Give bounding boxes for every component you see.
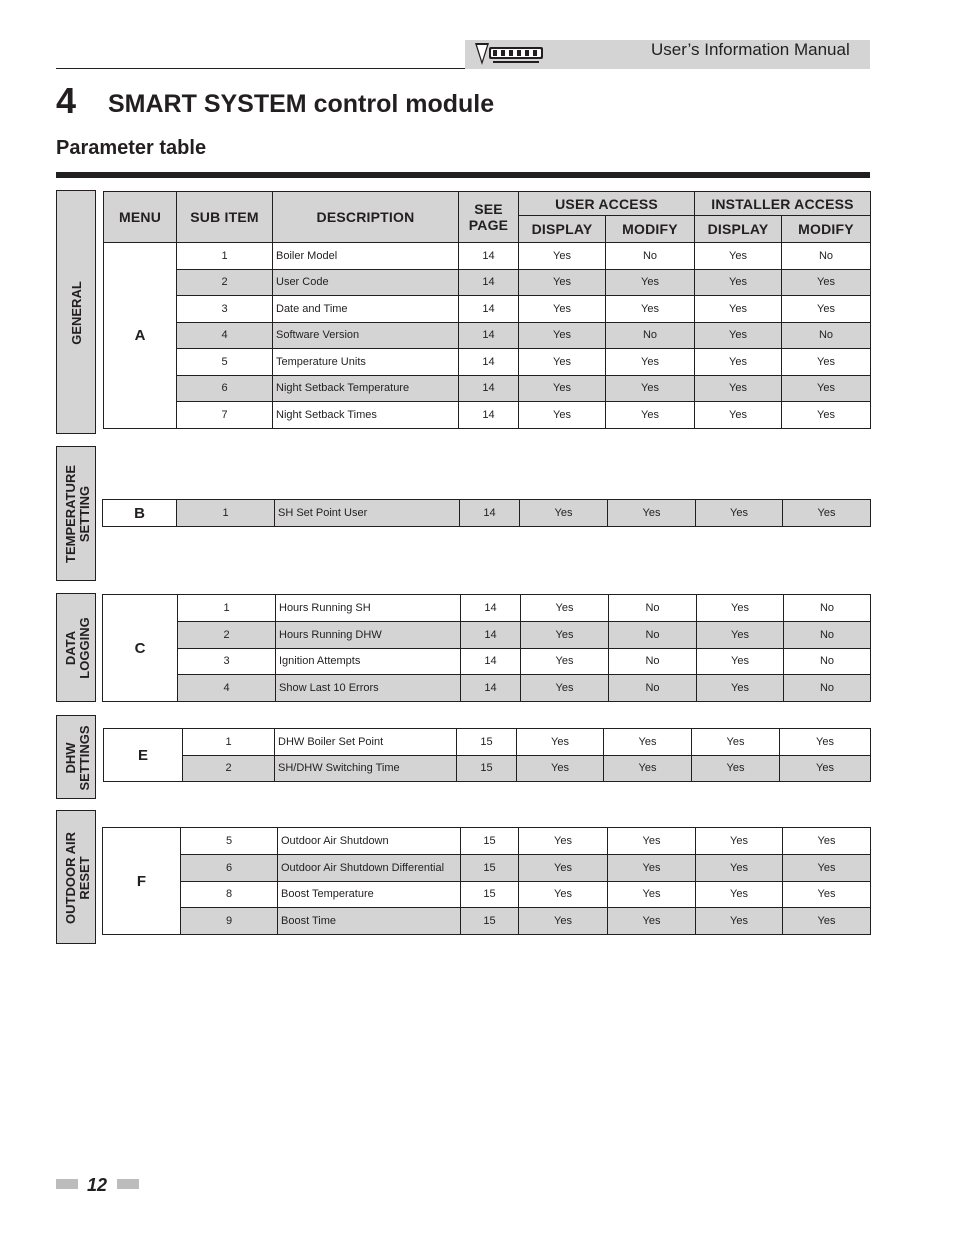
see-page-cell: 15 <box>461 881 519 908</box>
installer-display-cell: Yes <box>696 500 783 527</box>
table-row <box>103 595 871 622</box>
user-modify-cell: No <box>609 648 697 675</box>
user-display-cell: Yes <box>521 648 609 675</box>
installer-modify-cell: Yes <box>782 349 871 376</box>
user-modify-cell: Yes <box>606 402 695 429</box>
user-display-cell: Yes <box>517 729 604 756</box>
col-header-sub-item: SUB ITEM <box>177 192 273 243</box>
menu-letter: B <box>103 500 177 527</box>
col-header-user-modify: MODIFY <box>606 216 695 243</box>
table-row <box>103 500 871 527</box>
table-row <box>104 243 871 270</box>
sub-item-cell: 1 <box>178 595 276 622</box>
parameter-table-general <box>103 191 871 429</box>
col-header-menu: MENU <box>104 192 177 243</box>
sub-item-cell: 5 <box>181 828 278 855</box>
installer-display-cell: Yes <box>695 375 782 402</box>
description-cell: Hours Running SH <box>276 595 461 622</box>
user-display-cell: Yes <box>517 755 604 782</box>
installer-modify-cell: No <box>782 243 871 270</box>
table-row <box>104 322 871 349</box>
see-page-cell: 14 <box>459 349 519 376</box>
description-cell: Show Last 10 Errors <box>276 675 461 702</box>
installer-modify-cell: Yes <box>783 881 871 908</box>
parameter-table-temperature-setting <box>102 499 871 527</box>
see-page-cell: 15 <box>461 854 519 881</box>
side-label-text: DHW <box>63 742 78 774</box>
user-modify-cell: No <box>609 675 697 702</box>
installer-display-cell: Yes <box>696 854 783 881</box>
sub-item-cell: 4 <box>178 675 276 702</box>
see-page-cell: 15 <box>457 729 517 756</box>
installer-display-cell: Yes <box>695 322 782 349</box>
sub-item-cell: 6 <box>181 854 278 881</box>
user-modify-cell: No <box>609 595 697 622</box>
side-label-outdoor-air-reset <box>56 810 96 944</box>
user-display-cell: Yes <box>519 881 608 908</box>
see-page-cell: 14 <box>459 269 519 296</box>
col-header-user-access: USER ACCESS <box>519 192 695 216</box>
sub-item-cell: 2 <box>178 621 276 648</box>
user-modify-cell: Yes <box>608 500 696 527</box>
menu-letter: A <box>104 243 177 429</box>
installer-modify-cell: Yes <box>780 729 871 756</box>
sub-item-cell: 7 <box>177 402 273 429</box>
sub-item-cell: 2 <box>177 269 273 296</box>
user-display-cell: Yes <box>519 375 606 402</box>
table-row <box>104 349 871 376</box>
see-page-cell: 14 <box>460 500 520 527</box>
see-page-cell: 15 <box>461 908 519 935</box>
table-row <box>104 402 871 429</box>
see-page-cell: 14 <box>461 648 521 675</box>
see-page-cell: 14 <box>461 621 521 648</box>
installer-modify-cell: No <box>784 621 871 648</box>
description-cell: Date and Time <box>273 296 459 323</box>
knight-logo <box>471 41 547 67</box>
user-display-cell: Yes <box>519 402 606 429</box>
description-cell: DHW Boiler Set Point <box>275 729 457 756</box>
chapter-number: 4 <box>56 80 77 121</box>
description-cell: Outdoor Air Shutdown <box>278 828 461 855</box>
menu-letter: C <box>103 595 178 702</box>
installer-modify-cell: No <box>784 648 871 675</box>
user-display-cell: Yes <box>521 675 609 702</box>
installer-display-cell: Yes <box>695 349 782 376</box>
user-modify-cell: No <box>609 621 697 648</box>
installer-display-cell: Yes <box>696 908 783 935</box>
installer-modify-cell: Yes <box>780 755 871 782</box>
see-page-cell: 14 <box>461 595 521 622</box>
installer-modify-cell: Yes <box>782 269 871 296</box>
see-page-cell: 14 <box>459 375 519 402</box>
installer-display-cell: Yes <box>695 243 782 270</box>
menu-letter: E <box>104 729 183 782</box>
parameter-table-dhw-settings <box>103 728 871 782</box>
side-label-text: LOGGING <box>77 617 92 679</box>
col-header-user-display: DISPLAY <box>519 216 606 243</box>
user-modify-cell: Yes <box>606 269 695 296</box>
user-modify-cell: Yes <box>606 296 695 323</box>
side-label-text: GENERAL <box>69 281 84 345</box>
user-modify-cell: Yes <box>608 854 696 881</box>
table-row <box>103 675 871 702</box>
installer-display-cell: Yes <box>697 675 784 702</box>
user-display-cell: Yes <box>519 908 608 935</box>
description-cell: SH Set Point User <box>275 500 460 527</box>
manual-title: User’s Information Manual <box>651 40 850 59</box>
side-label-text: SETTINGS <box>77 725 92 791</box>
side-label-text: TEMPERATURE <box>63 465 78 563</box>
col-header-installer-modify: MODIFY <box>782 216 871 243</box>
user-display-cell: Yes <box>519 322 606 349</box>
installer-modify-cell: Yes <box>782 375 871 402</box>
installer-modify-cell: No <box>782 322 871 349</box>
user-modify-cell: No <box>606 243 695 270</box>
sub-item-cell: 4 <box>177 322 273 349</box>
see-page-cell: 14 <box>459 243 519 270</box>
user-display-cell: Yes <box>519 269 606 296</box>
user-modify-cell: Yes <box>606 349 695 376</box>
table-row <box>103 648 871 675</box>
user-modify-cell: Yes <box>608 881 696 908</box>
see-page-cell: 14 <box>459 296 519 323</box>
installer-modify-cell: Yes <box>782 402 871 429</box>
user-modify-cell: No <box>606 322 695 349</box>
sub-item-cell: 8 <box>181 881 278 908</box>
menu-letter: F <box>103 828 181 935</box>
table-row <box>104 296 871 323</box>
user-display-cell: Yes <box>519 828 608 855</box>
sub-item-cell: 1 <box>183 729 275 756</box>
description-cell: Hours Running DHW <box>276 621 461 648</box>
table-row <box>104 375 871 402</box>
description-cell: SH/DHW Switching Time <box>275 755 457 782</box>
see-page-cell: 15 <box>457 755 517 782</box>
table-row <box>103 621 871 648</box>
installer-display-cell: Yes <box>692 755 780 782</box>
user-display-cell: Yes <box>519 349 606 376</box>
installer-display-cell: Yes <box>695 296 782 323</box>
table-row <box>103 881 871 908</box>
user-modify-cell: Yes <box>604 755 692 782</box>
sub-item-cell: 6 <box>177 375 273 402</box>
sub-item-cell: 9 <box>181 908 278 935</box>
user-modify-cell: Yes <box>608 828 696 855</box>
table-row <box>103 908 871 935</box>
col-header-installer-access: INSTALLER ACCESS <box>695 192 871 216</box>
table-row <box>103 828 871 855</box>
table-row <box>104 755 871 782</box>
page-number-bar-right <box>117 1179 139 1189</box>
user-modify-cell: Yes <box>608 908 696 935</box>
installer-modify-cell: Yes <box>783 854 871 881</box>
description-cell: User Code <box>273 269 459 296</box>
installer-display-cell: Yes <box>695 402 782 429</box>
description-cell: Software Version <box>273 322 459 349</box>
installer-modify-cell: Yes <box>783 500 871 527</box>
installer-display-cell: Yes <box>697 621 784 648</box>
installer-modify-cell: Yes <box>783 828 871 855</box>
side-label-temperature-setting <box>56 446 96 581</box>
installer-display-cell: Yes <box>696 881 783 908</box>
installer-modify-cell: Yes <box>782 296 871 323</box>
user-display-cell: Yes <box>519 854 608 881</box>
description-cell: Night Setback Temperature <box>273 375 459 402</box>
table-row <box>104 269 871 296</box>
installer-display-cell: Yes <box>696 828 783 855</box>
installer-modify-cell: No <box>784 595 871 622</box>
table-row <box>104 729 871 756</box>
installer-display-cell: Yes <box>697 648 784 675</box>
user-display-cell: Yes <box>519 296 606 323</box>
installer-display-cell: Yes <box>697 595 784 622</box>
user-modify-cell: Yes <box>606 375 695 402</box>
side-label-text: DATA <box>63 630 78 666</box>
side-label-general <box>56 190 96 434</box>
see-page-cell: 15 <box>461 828 519 855</box>
description-cell: Boost Time <box>278 908 461 935</box>
see-page-cell: 14 <box>459 402 519 429</box>
installer-display-cell: Yes <box>695 269 782 296</box>
description-cell: Boiler Model <box>273 243 459 270</box>
sub-item-cell: 5 <box>177 349 273 376</box>
user-display-cell: Yes <box>519 243 606 270</box>
sub-item-cell: 2 <box>183 755 275 782</box>
section-title: Parameter table <box>56 137 207 159</box>
installer-modify-cell: Yes <box>783 908 871 935</box>
description-cell: Boost Temperature <box>278 881 461 908</box>
description-cell: Night Setback Times <box>273 402 459 429</box>
user-display-cell: Yes <box>521 621 609 648</box>
chapter-title: SMART SYSTEM control module <box>108 90 495 118</box>
sub-item-cell: 3 <box>178 648 276 675</box>
side-label-text: SETTING <box>77 485 92 543</box>
see-page-cell: 14 <box>461 675 521 702</box>
installer-modify-cell: No <box>784 675 871 702</box>
side-label-text: RESET <box>77 856 92 900</box>
page-number: 12 <box>87 1175 108 1195</box>
side-label-dhw-settings <box>56 715 96 799</box>
user-display-cell: Yes <box>520 500 608 527</box>
see-page-cell: 14 <box>459 322 519 349</box>
sub-item-cell: 1 <box>177 500 275 527</box>
user-modify-cell: Yes <box>604 729 692 756</box>
table-row <box>103 854 871 881</box>
description-cell: Outdoor Air Shutdown Differential <box>278 854 461 881</box>
description-cell: Temperature Units <box>273 349 459 376</box>
side-label-data-logging <box>56 593 96 702</box>
col-header-see-page: SEE PAGE <box>459 192 519 243</box>
side-label-text: OUTDOOR AIR <box>63 832 78 924</box>
col-header-installer-display: DISPLAY <box>695 216 782 243</box>
parameter-table-data-logging <box>102 594 871 702</box>
page-number-bar-left <box>56 1179 78 1189</box>
user-display-cell: Yes <box>521 595 609 622</box>
parameter-table-outdoor-air-reset <box>102 827 871 935</box>
installer-display-cell: Yes <box>692 729 780 756</box>
sub-item-cell: 1 <box>177 243 273 270</box>
description-cell: Ignition Attempts <box>276 648 461 675</box>
col-header-description: DESCRIPTION <box>273 192 459 243</box>
sub-item-cell: 3 <box>177 296 273 323</box>
section-rule <box>56 172 870 178</box>
